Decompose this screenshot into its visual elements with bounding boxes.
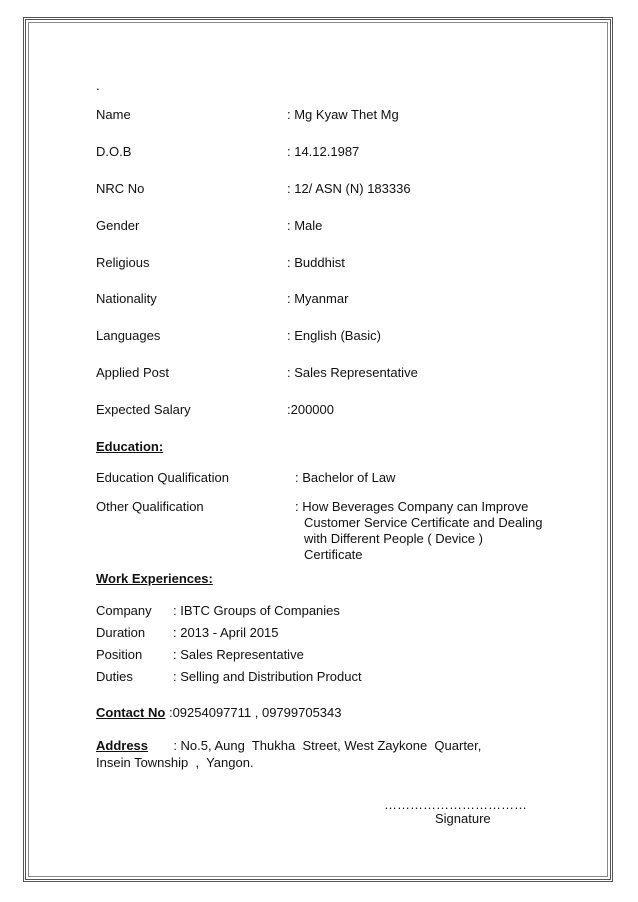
name-label: Name	[96, 107, 131, 122]
contact-line	[96, 705, 342, 721]
nrc-label: NRC No	[96, 181, 145, 196]
duration-value: : 2013 - April 2015	[173, 625, 279, 640]
name-value: : Mg Kyaw Thet Mg	[287, 107, 399, 122]
leading-dot: .	[96, 78, 100, 93]
expected-salary-label: Expected Salary	[96, 402, 191, 417]
signature-label: Signature	[435, 811, 491, 826]
contact-value: :09254097711 , 09799705343	[165, 705, 342, 720]
religion-value: : Buddhist	[287, 255, 345, 270]
languages-value: : English (Basic)	[287, 328, 381, 343]
address-value: : No.5, Aung Thukha Street, West Zaykone Quarter, Insein Township , Yangon.	[96, 738, 489, 770]
company-value: : IBTC Groups of Companies	[173, 603, 340, 618]
work-heading: Work Experiences:	[96, 571, 213, 586]
address-block	[96, 737, 496, 771]
duties-label: Duties	[96, 669, 133, 684]
education-heading: Education:	[96, 439, 164, 454]
position-value: : Sales Representative	[173, 647, 304, 662]
applied-post-value: : Sales Representative	[287, 365, 418, 380]
languages-label: Languages	[96, 328, 161, 343]
other-qualification-value-continued: Customer Service Certificate and Dealing with Different People ( Device ) Certificate	[304, 515, 543, 562]
applied-post-label: Applied Post	[96, 365, 169, 380]
expected-salary-value: :200000	[287, 402, 334, 417]
nrc-value: : 12/ ASN (N) 183336	[287, 181, 411, 196]
education-qualification-label: Education Qualification	[96, 470, 229, 485]
contact-label: Contact No	[96, 705, 166, 720]
duties-value: : Selling and Distribution Product	[173, 669, 362, 684]
company-label: Company	[96, 603, 152, 618]
signature-line: ……………………………	[384, 797, 527, 812]
other-qualification-value: : How Beverages Company can Improve	[295, 499, 529, 514]
gender-value: : Male	[287, 218, 323, 233]
education-qualification-value: : Bachelor of Law	[295, 470, 396, 485]
address-label: Address	[96, 738, 149, 753]
dob-value: : 14.12.1987	[287, 144, 360, 159]
gender-label: Gender	[96, 218, 140, 233]
other-qualification-label: Other Qualification	[96, 499, 204, 514]
nationality-label: Nationality	[96, 291, 157, 306]
dob-label: D.O.B	[96, 144, 132, 159]
position-label: Position	[96, 647, 143, 662]
nationality-value: : Myanmar	[287, 291, 349, 306]
religion-label: Religious	[96, 255, 150, 270]
duration-label: Duration	[96, 625, 146, 640]
